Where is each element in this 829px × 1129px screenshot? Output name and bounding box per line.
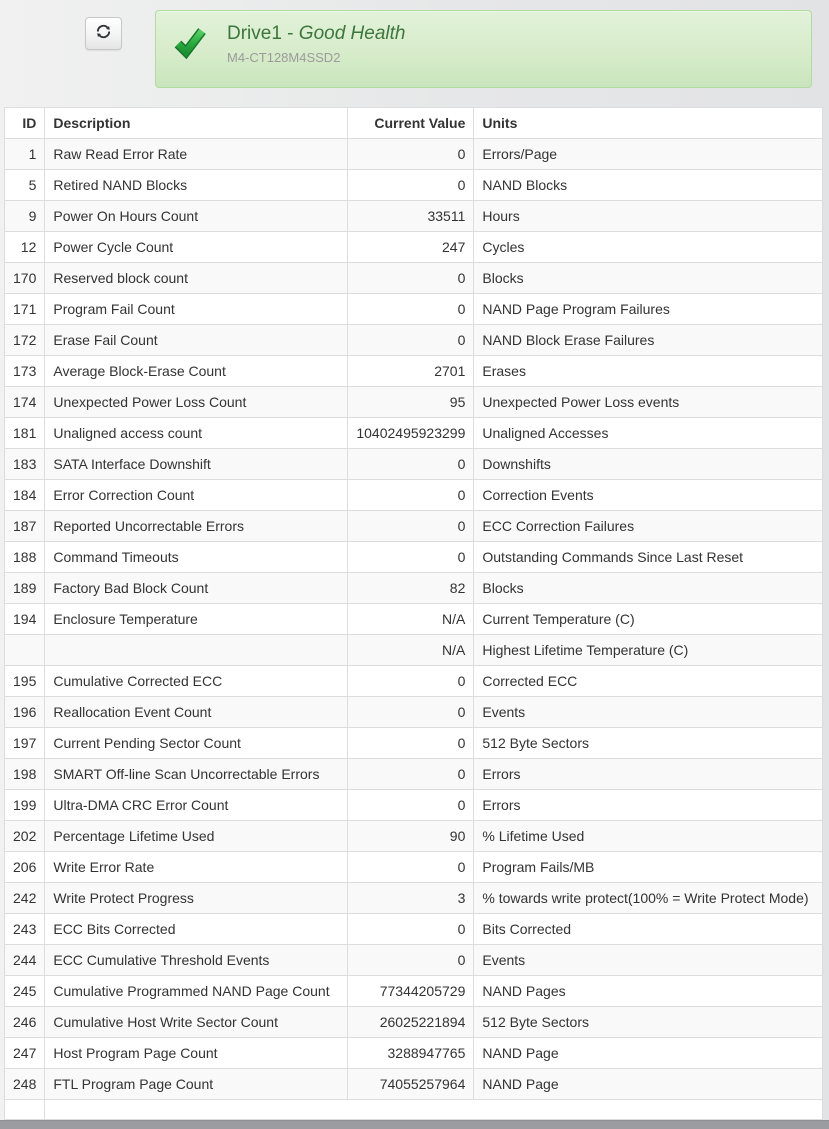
cell-units: Unexpected Power Loss events	[474, 387, 823, 418]
drive-health-alert	[155, 10, 812, 88]
cell-id: 194	[5, 604, 45, 635]
table-row	[5, 201, 823, 232]
cell-value: 0	[348, 294, 474, 325]
table-row	[5, 976, 823, 1007]
drive-health-title	[227, 21, 405, 47]
cell-value: 74055257964	[348, 1069, 474, 1100]
cell-description: Erase Fail Count	[45, 325, 348, 356]
cell-units: Outstanding Commands Since Last Reset	[474, 542, 823, 573]
cell-units: Hours	[474, 201, 823, 232]
table-row	[5, 232, 823, 263]
table-row	[5, 294, 823, 325]
table-row	[5, 666, 823, 697]
column-header-units: Units	[474, 108, 823, 139]
cell-id: 244	[5, 945, 45, 976]
cell-description: Reallocation Event Count	[45, 697, 348, 728]
cell-units: Highest Lifetime Temperature (C)	[474, 635, 823, 666]
cell-units: Blocks	[474, 573, 823, 604]
cell-id: 187	[5, 511, 45, 542]
cell-description: ECC Bits Corrected	[45, 914, 348, 945]
cell-units: ECC Correction Failures	[474, 511, 823, 542]
cell-id: 242	[5, 883, 45, 914]
empty-tail-row	[5, 1100, 823, 1120]
horizontal-scrollbar-thumb[interactable]	[0, 1120, 829, 1129]
refresh-icon	[95, 23, 112, 45]
table-row	[5, 139, 823, 170]
cell-description: Percentage Lifetime Used	[45, 821, 348, 852]
cell-id: 198	[5, 759, 45, 790]
cell-units: Current Temperature (C)	[474, 604, 823, 635]
cell-id: 171	[5, 294, 45, 325]
drive-model: M4-CT128M4SSD2	[227, 50, 341, 65]
cell-description: Power Cycle Count	[45, 232, 348, 263]
table-row	[5, 170, 823, 201]
cell-description: Ultra-DMA CRC Error Count	[45, 790, 348, 821]
table-row	[5, 263, 823, 294]
cell-value: 10402495923299	[348, 418, 474, 449]
cell-description: Enclosure Temperature	[45, 604, 348, 635]
table-row	[5, 542, 823, 573]
cell-units: Correction Events	[474, 480, 823, 511]
cell-value: 0	[348, 852, 474, 883]
cell-description: Retired NAND Blocks	[45, 170, 348, 201]
cell-id: 181	[5, 418, 45, 449]
cell-description: Unaligned access count	[45, 418, 348, 449]
column-header-id: ID	[5, 108, 45, 139]
cell-description: Write Protect Progress	[45, 883, 348, 914]
table-row	[5, 449, 823, 480]
table-row	[5, 325, 823, 356]
cell-value: 26025221894	[348, 1007, 474, 1038]
table-row	[5, 604, 823, 635]
cell-value: 3288947765	[348, 1038, 474, 1069]
cell-description: Host Program Page Count	[45, 1038, 348, 1069]
cell-value: 0	[348, 728, 474, 759]
cell-id: 184	[5, 480, 45, 511]
cell-description: Current Pending Sector Count	[45, 728, 348, 759]
cell-description: Write Error Rate	[45, 852, 348, 883]
table-row	[5, 821, 823, 852]
cell-value: 0	[348, 511, 474, 542]
refresh-button[interactable]	[85, 17, 122, 50]
table-row	[5, 1007, 823, 1038]
cell-description: Unexpected Power Loss Count	[45, 387, 348, 418]
cell-id: 197	[5, 728, 45, 759]
cell-id	[5, 635, 45, 666]
cell-units: Events	[474, 945, 823, 976]
cell-description: Cumulative Corrected ECC	[45, 666, 348, 697]
cell-value: 0	[348, 263, 474, 294]
cell-description: Factory Bad Block Count	[45, 573, 348, 604]
table-row	[5, 356, 823, 387]
cell-id: 9	[5, 201, 45, 232]
cell-value: 0	[348, 542, 474, 573]
cell-value: 3	[348, 883, 474, 914]
cell-value: N/A	[348, 635, 474, 666]
cell-value: 0	[348, 139, 474, 170]
cell-value: 247	[348, 232, 474, 263]
cell-value: 0	[348, 480, 474, 511]
cell-value: 0	[348, 914, 474, 945]
cell-id: 172	[5, 325, 45, 356]
cell-units: NAND Pages	[474, 976, 823, 1007]
table-row	[5, 790, 823, 821]
cell-value: N/A	[348, 604, 474, 635]
cell-units: Events	[474, 697, 823, 728]
health-status: Good Health	[298, 23, 406, 44]
table-row	[5, 1038, 823, 1069]
cell-id: 206	[5, 852, 45, 883]
table-row	[5, 387, 823, 418]
cell-value: 82	[348, 573, 474, 604]
cell-description: Program Fail Count	[45, 294, 348, 325]
cell-units: % towards write protect(100% = Write Protect Mode)	[474, 883, 823, 914]
cell-description: FTL Program Page Count	[45, 1069, 348, 1100]
cell-value: 33511	[348, 201, 474, 232]
table-row	[5, 852, 823, 883]
cell-description: Raw Read Error Rate	[45, 139, 348, 170]
table-row	[5, 1069, 823, 1100]
cell-value: 77344205729	[348, 976, 474, 1007]
cell-id: 1	[5, 139, 45, 170]
table-body	[5, 139, 823, 1100]
table-row	[5, 945, 823, 976]
cell-value: 0	[348, 170, 474, 201]
cell-id: 174	[5, 387, 45, 418]
cell-units: NAND Blocks	[474, 170, 823, 201]
toolbar	[0, 0, 829, 107]
cell-units: % Lifetime Used	[474, 821, 823, 852]
cell-units: Blocks	[474, 263, 823, 294]
table-row	[5, 418, 823, 449]
cell-id: 243	[5, 914, 45, 945]
cell-units: Errors	[474, 759, 823, 790]
cell-id: 173	[5, 356, 45, 387]
table-row	[5, 480, 823, 511]
column-header-description: Description	[45, 108, 348, 139]
cell-units: NAND Page Program Failures	[474, 294, 823, 325]
cell-units: Program Fails/MB	[474, 852, 823, 883]
cell-units: NAND Page	[474, 1069, 823, 1100]
cell-description: Reported Uncorrectable Errors	[45, 511, 348, 542]
cell-units: 512 Byte Sectors	[474, 728, 823, 759]
cell-description: SATA Interface Downshift	[45, 449, 348, 480]
cell-units: NAND Block Erase Failures	[474, 325, 823, 356]
cell-units: Downshifts	[474, 449, 823, 480]
cell-id: 247	[5, 1038, 45, 1069]
cell-id: 196	[5, 697, 45, 728]
drive-name: Drive1 -	[227, 23, 299, 44]
cell-units: Errors/Page	[474, 139, 823, 170]
cell-id: 246	[5, 1007, 45, 1038]
cell-id: 199	[5, 790, 45, 821]
cell-value: 0	[348, 759, 474, 790]
check-icon	[172, 24, 208, 65]
cell-units: Corrected ECC	[474, 666, 823, 697]
table-row	[5, 728, 823, 759]
cell-id: 202	[5, 821, 45, 852]
cell-units: Unaligned Accesses	[474, 418, 823, 449]
column-header-value: Current Value	[348, 108, 474, 139]
cell-units: NAND Page	[474, 1038, 823, 1069]
cell-id: 183	[5, 449, 45, 480]
cell-value: 2701	[348, 356, 474, 387]
cell-description: Error Correction Count	[45, 480, 348, 511]
cell-units: Erases	[474, 356, 823, 387]
cell-value: 0	[348, 790, 474, 821]
cell-description: Average Block-Erase Count	[45, 356, 348, 387]
cell-id: 12	[5, 232, 45, 263]
cell-id: 188	[5, 542, 45, 573]
cell-description: SMART Off-line Scan Uncorrectable Errors	[45, 759, 348, 790]
smart-attributes-panel	[4, 107, 823, 1120]
cell-description: ECC Cumulative Threshold Events	[45, 945, 348, 976]
cell-id: 195	[5, 666, 45, 697]
cell-units: Cycles	[474, 232, 823, 263]
table-row	[5, 914, 823, 945]
cell-id: 5	[5, 170, 45, 201]
cell-description	[45, 635, 348, 666]
cell-description: Reserved block count	[45, 263, 348, 294]
cell-value: 0	[348, 666, 474, 697]
cell-value: 90	[348, 821, 474, 852]
cell-units: Errors	[474, 790, 823, 821]
table-row	[5, 697, 823, 728]
cell-id: 170	[5, 263, 45, 294]
cell-value: 0	[348, 449, 474, 480]
table-row	[5, 573, 823, 604]
smart-attributes-table	[4, 107, 823, 1120]
cell-id: 248	[5, 1069, 45, 1100]
cell-description: Command Timeouts	[45, 542, 348, 573]
cell-units: 512 Byte Sectors	[474, 1007, 823, 1038]
table-row	[5, 759, 823, 790]
cell-value: 0	[348, 325, 474, 356]
cell-id: 189	[5, 573, 45, 604]
cell-value: 0	[348, 697, 474, 728]
table-header-row	[5, 108, 823, 139]
table-row	[5, 883, 823, 914]
table-row	[5, 635, 823, 666]
cell-value: 0	[348, 945, 474, 976]
cell-id: 245	[5, 976, 45, 1007]
cell-description: Power On Hours Count	[45, 201, 348, 232]
cell-description: Cumulative Host Write Sector Count	[45, 1007, 348, 1038]
cell-value: 95	[348, 387, 474, 418]
cell-description: Cumulative Programmed NAND Page Count	[45, 976, 348, 1007]
table-row	[5, 511, 823, 542]
cell-units: Bits Corrected	[474, 914, 823, 945]
